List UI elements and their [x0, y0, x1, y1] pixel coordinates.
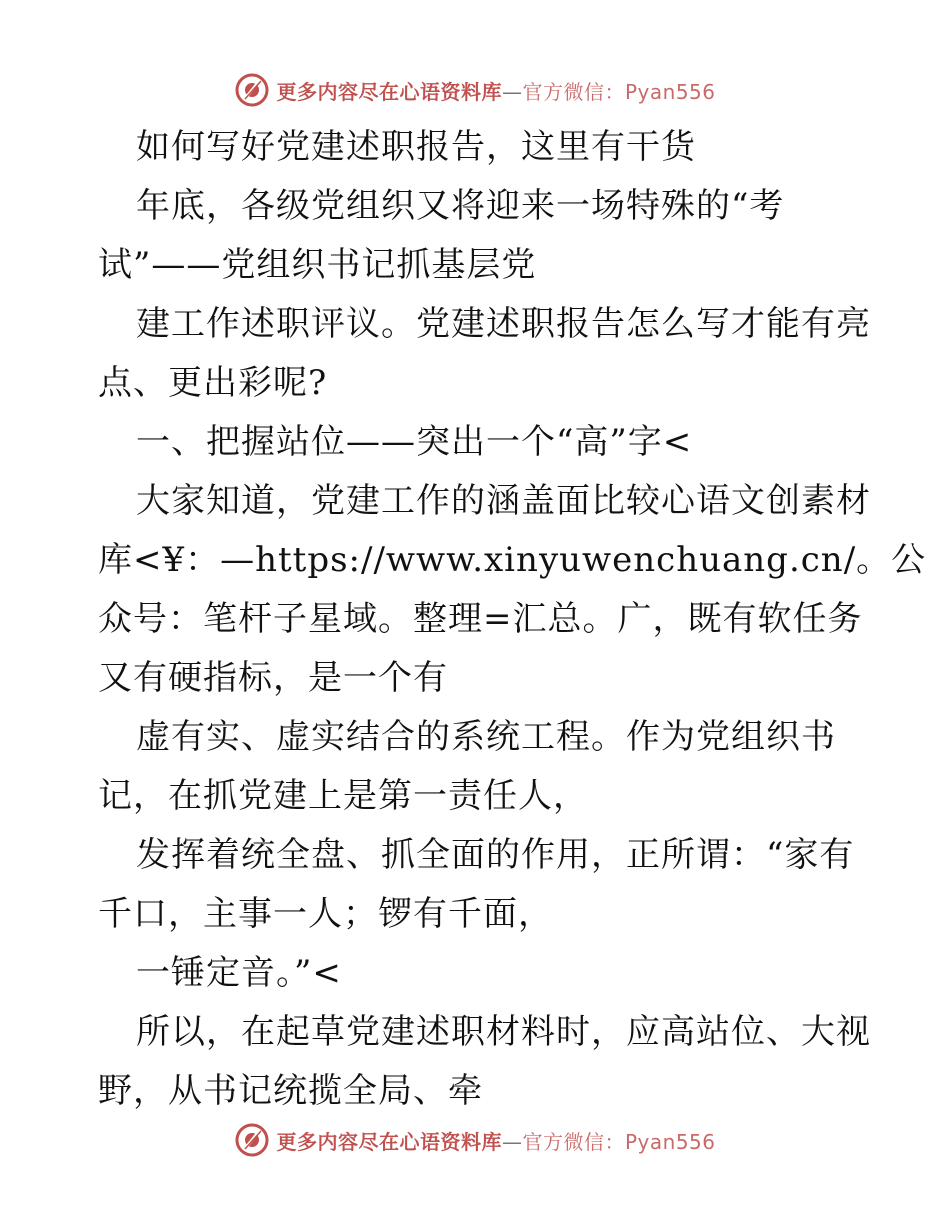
text-line: 如何写好党建述职报告，这里有干货: [136, 127, 696, 167]
header-watermark-banner: [0, 70, 950, 110]
text-line: 千口，主事一人；锣有千面，: [98, 894, 553, 934]
text-line: 众号：笔杆子星域。整理=汇总。广，既有软任务: [98, 599, 863, 639]
text-line: 建工作述职评议。党建述职报告怎么写才能有亮: [136, 304, 871, 344]
brand-logo-icon: [234, 1122, 270, 1158]
text-line: 又有硬指标，是一个有: [98, 658, 448, 698]
text-line: 大家知道，党建工作的涵盖面比较心语文创素材: [136, 481, 871, 521]
text-line: 一锤定音。”<: [136, 953, 342, 993]
text-line: 记，在抓党建上是第一责任人，: [98, 776, 588, 816]
footer-watermark-banner: [0, 1120, 950, 1160]
text-line: 虚有实、虚实结合的系统工程。作为党组织书: [136, 717, 836, 757]
document-body: [98, 118, 927, 1121]
text-line: 年底，各级党组织又将迎来一场特殊的“考: [136, 186, 785, 226]
banner-dash: —: [501, 79, 523, 104]
banner-brand-text: 更多内容尽在心语资料库: [276, 1129, 502, 1154]
text-line: 试”——党组织书记抓基层党: [98, 245, 537, 285]
banner-account: Pyan556: [624, 1129, 716, 1154]
banner-dash: —: [501, 1129, 523, 1154]
banner-brand-text: 更多内容尽在心语资料库: [276, 79, 502, 104]
text-line: 所以，在起草党建述职材料时，应高站位、大视: [136, 1012, 871, 1052]
text-line: 一、把握站位——突出一个“高”字<: [136, 422, 693, 462]
text-line: 发挥着统全盘、抓全面的作用，正所谓：“家有: [136, 835, 855, 875]
text-line: 野，从书记统揽全局、牵: [98, 1071, 483, 1111]
banner-account: Pyan556: [624, 79, 716, 104]
brand-logo-icon: [234, 72, 270, 108]
text-line: 库<¥：—https://www.xinyuwenchuang.cn/。公: [98, 540, 927, 580]
text-line: 点、更出彩呢?: [98, 363, 328, 403]
banner-official-label: 官方微信：: [522, 79, 625, 104]
banner-official-label: 官方微信：: [522, 1129, 625, 1154]
